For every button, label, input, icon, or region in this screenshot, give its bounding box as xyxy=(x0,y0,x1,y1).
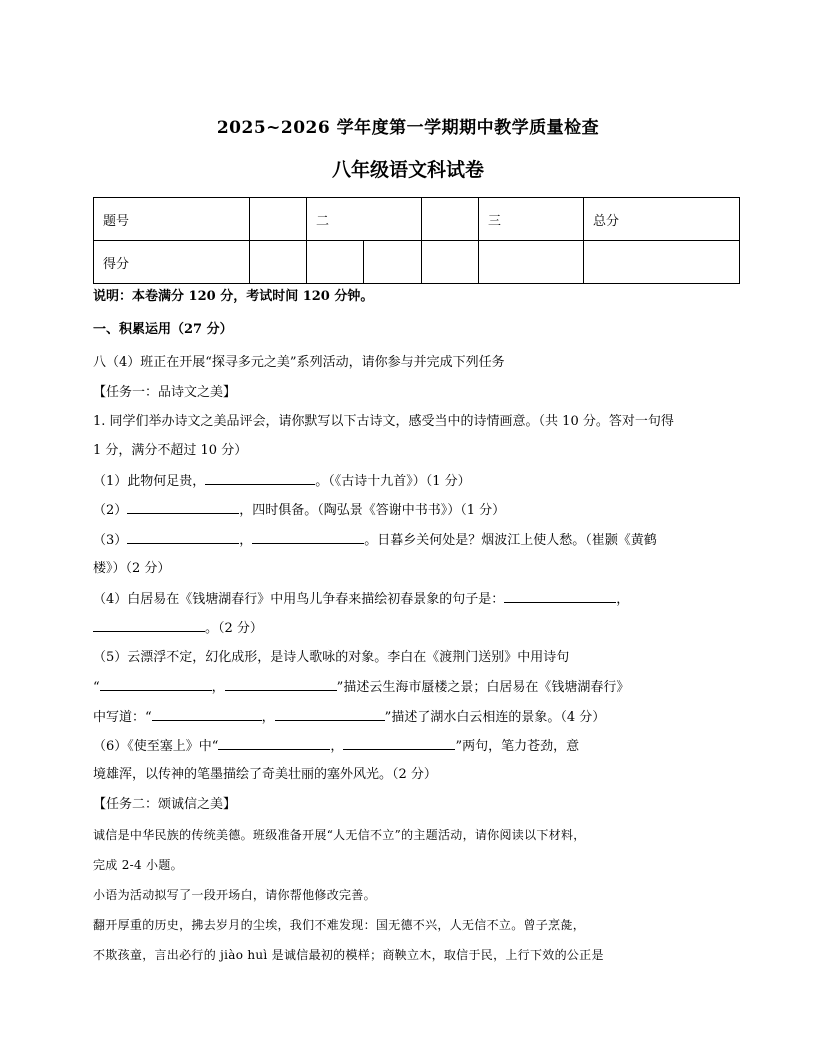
material-text: 翻开厚重的历史，拂去岁月的尘埃，我们不难发现：国无德不兴，人无信不立。曾子烹彘， xyxy=(93,918,586,932)
score-cell[interactable] xyxy=(479,241,584,284)
answer-blank[interactable] xyxy=(218,737,330,750)
score-row-label: 得分 xyxy=(94,241,250,284)
answer-blank[interactable] xyxy=(127,531,239,544)
exam-title: 2025~2026 学年度第一学期期中教学质量检查 xyxy=(216,118,600,138)
score-header-section-3: 三 xyxy=(479,198,584,241)
question-item xyxy=(93,737,579,756)
answer-blank[interactable] xyxy=(343,737,455,750)
question-item: （5）云漂浮不定，幻化成形，是诗人歌咏的对象。李白在《渡荆门送别》中用诗句 xyxy=(93,650,570,665)
score-cell-total[interactable] xyxy=(584,241,740,284)
question-text: 1 分，满分不超过 10 分） xyxy=(93,443,248,458)
question-item xyxy=(93,619,263,638)
score-header-label: 题号 xyxy=(94,198,250,241)
item-text: 。（2 分） xyxy=(205,621,263,636)
question-item xyxy=(93,501,505,520)
answer-blank[interactable] xyxy=(252,531,364,544)
item-text: （6）《使至塞上》中“ xyxy=(93,739,219,754)
score-header-section-1 xyxy=(250,198,307,241)
item-text: ， xyxy=(616,592,630,607)
score-cell[interactable] xyxy=(307,241,364,284)
score-cell[interactable] xyxy=(364,241,422,284)
item-text: ， xyxy=(330,739,344,754)
question-item xyxy=(93,531,657,550)
item-text: ， xyxy=(261,710,275,725)
question-text: 1. 同学们举办诗文之美品评会，请你默写以下古诗文，感受当中的诗情画意。（共 10 分。答对一句得 xyxy=(93,414,674,429)
item-text: ”描述云生海市蜃楼之景；白居易在《钱塘湖春行》 xyxy=(336,680,630,695)
material-text: 诚信是中华民族的传统美德。班级准备开展“人无信不立”的主题活动，请你阅读以下材料， xyxy=(93,828,586,842)
answer-blank[interactable] xyxy=(152,708,262,721)
question-item xyxy=(93,708,605,727)
item-text: ，四时俱备。（陶弘景《答谢中书书》）（1 分） xyxy=(239,503,506,518)
score-table xyxy=(93,197,740,284)
answer-blank[interactable] xyxy=(100,678,212,691)
question-item xyxy=(93,590,629,609)
item-text: （4）白居易在《钱塘湖春行》中用鸟儿争春来描绘初春景象的句子是： xyxy=(93,592,505,607)
question-item: 楼》）（2 分） xyxy=(93,561,171,576)
answer-blank[interactable] xyxy=(275,708,385,721)
item-text: ， xyxy=(239,533,253,548)
item-text: 。（《古诗十九首》）（1 分） xyxy=(315,474,471,489)
answer-blank[interactable] xyxy=(93,619,205,632)
score-header-section-2: 二 xyxy=(307,198,422,241)
section-heading: 一、积累运用（27 分） xyxy=(93,322,233,337)
question-item: 境雄浑，以传神的笔墨描绘了奇美壮丽的塞外风光。（2 分） xyxy=(93,767,437,782)
item-text: 。日暮乡关何处是？烟波江上使人愁。（崔颢《黄鹤 xyxy=(364,533,657,548)
score-table-header-row xyxy=(94,198,740,241)
exam-subtitle: 八年级语文科试卷 xyxy=(331,159,484,181)
score-cell[interactable] xyxy=(250,241,307,284)
answer-blank[interactable] xyxy=(205,472,315,485)
score-cell[interactable] xyxy=(422,241,479,284)
activity-intro: 八（4）班正在开展“探寻多元之美”系列活动，请你参与并完成下列任务 xyxy=(93,355,505,370)
score-header-total: 总分 xyxy=(584,198,740,241)
item-text: ”描述了湖水白云相连的景象。（4 分） xyxy=(384,710,606,725)
question-item xyxy=(93,472,471,491)
material-text: 不欺孩童，言出必行的 jiào huì 是诚信最初的模样；商鞅立木，取信于民，上行下效的公正是 xyxy=(93,948,604,962)
score-table-score-row xyxy=(94,241,740,284)
task-heading: 【任务一：品诗文之美】 xyxy=(93,385,237,400)
material-text: 完成 2-4 小题。 xyxy=(93,858,183,872)
item-text: ”两句，笔力苍劲，意 xyxy=(455,739,580,754)
answer-blank[interactable] xyxy=(127,501,239,514)
score-header-section-blank xyxy=(422,198,479,241)
exam-note: 说明：本卷满分 120 分，考试时间 120 分钟。 xyxy=(93,289,374,304)
task-heading: 【任务二：颂诚信之美】 xyxy=(93,797,237,812)
material-text: 小语为活动拟写了一段开场白，请你帮他修改完善。 xyxy=(93,888,376,902)
item-text: （3） xyxy=(93,533,128,548)
item-text: 中写道：“ xyxy=(93,710,152,725)
answer-blank[interactable] xyxy=(225,678,337,691)
item-text: （2） xyxy=(93,503,128,518)
question-item xyxy=(93,678,629,697)
item-text: “ xyxy=(93,680,100,695)
item-text: ， xyxy=(211,680,225,695)
answer-blank[interactable] xyxy=(504,590,616,603)
item-text: （1）此物何足贵， xyxy=(93,474,206,489)
